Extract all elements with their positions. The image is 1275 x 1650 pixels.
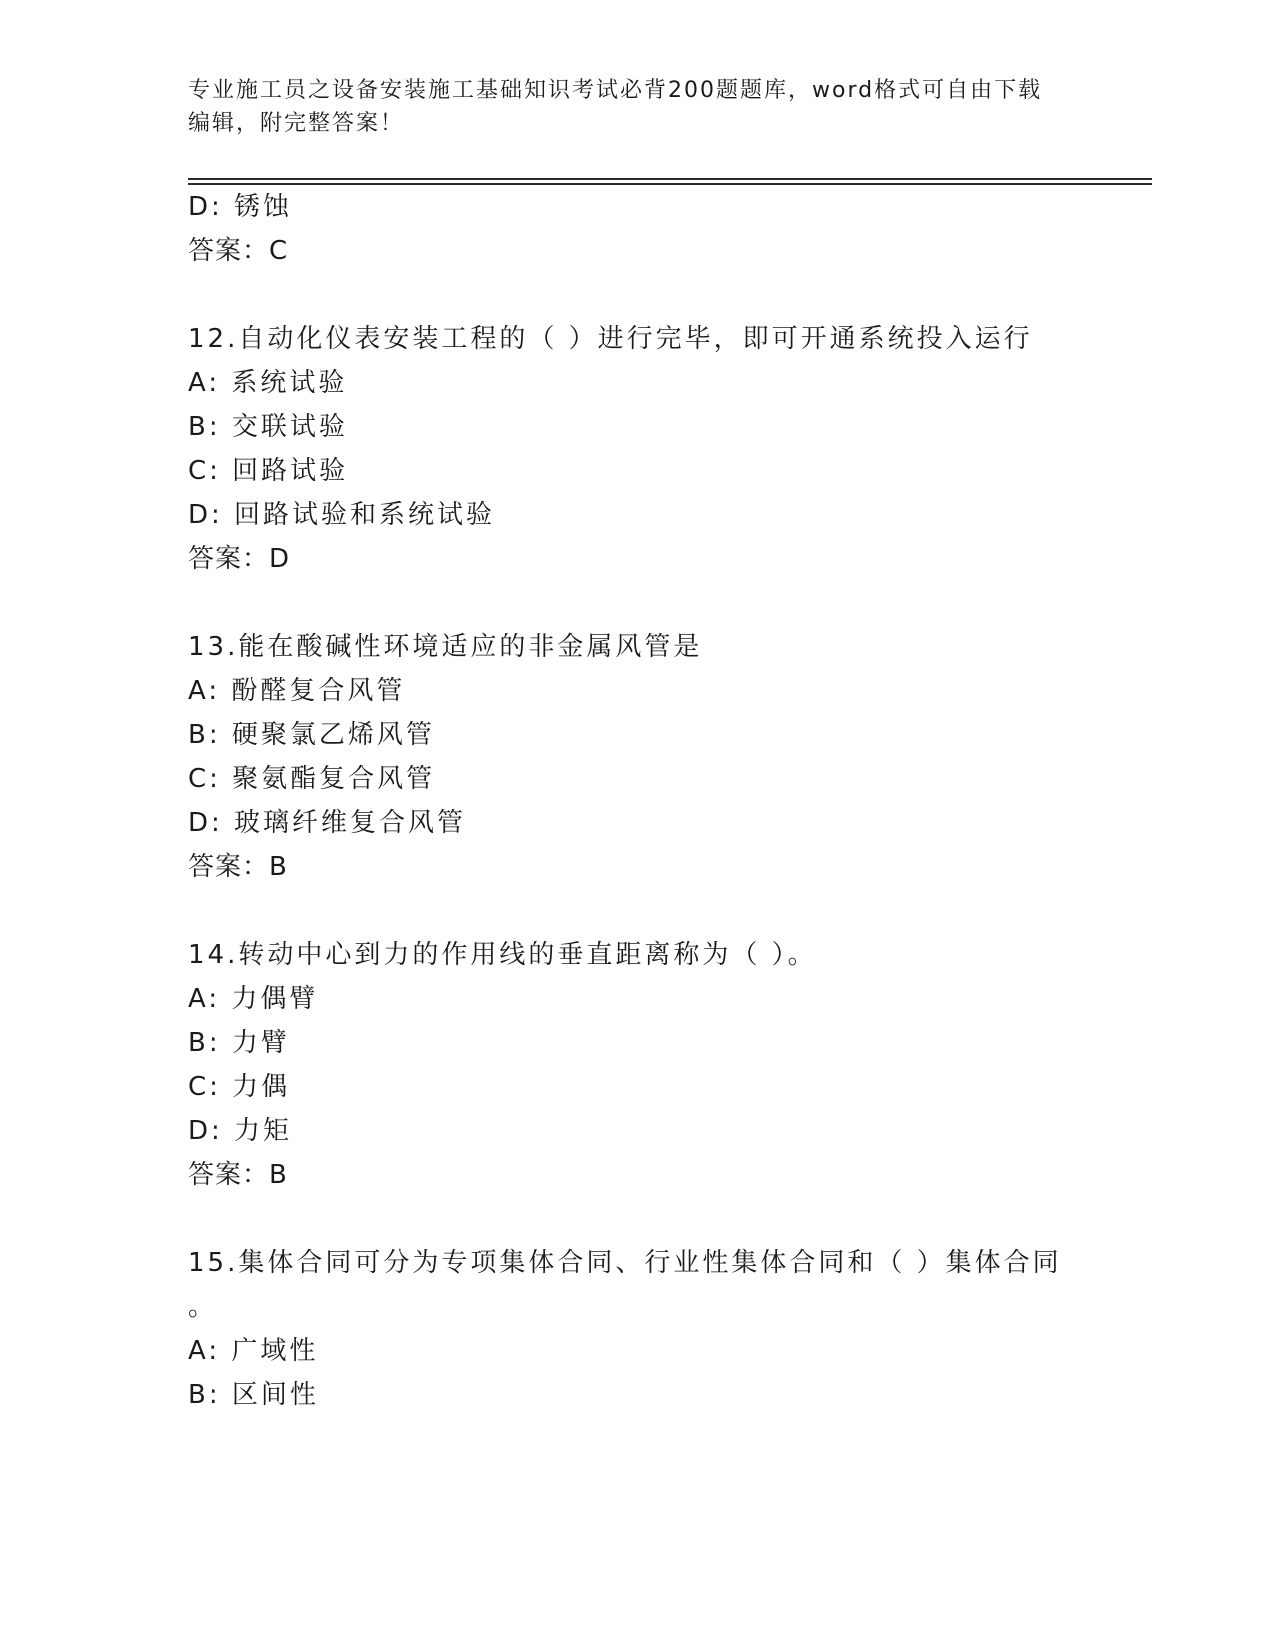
q11-answer: 答案：C [188,236,289,266]
q15-option-a: A: 广域性 [188,1336,319,1366]
q12-option-d: D: 回路试验和系统试验 [188,500,496,530]
header-divider-bottom [188,183,1152,185]
q14-option-d: D: 力矩 [188,1116,293,1146]
header-divider-top [188,178,1152,180]
q14-option-a: A: 力偶臂 [188,984,319,1014]
q15-stem: 15.集体合同可分为专项集体合同、行业性集体合同和（ ）集体合同 [188,1248,1062,1278]
q11-option-d: D: 锈蚀 [188,192,293,222]
header-title-line-1: 专业施工员之设备安装施工基础知识考试必背200题题库，word格式可自由下载 [188,78,1043,103]
q12-option-b: B: 交联试验 [188,412,348,442]
q12-stem: 12.自动化仪表安装工程的（ ）进行完毕，即可开通系统投入运行 [188,324,1033,354]
q15-stem-continuation: 。 [188,1292,218,1322]
document-header [188,74,1088,140]
q14-option-b: B: 力臂 [188,1028,290,1058]
q13-option-b: B: 硬聚氯乙烯风管 [188,720,435,750]
header-title-line-2: 编辑，附完整答案！ [188,111,405,136]
q13-stem: 13.能在酸碱性环境适应的非金属风管是 [188,632,703,662]
q13-answer: 答案：B [188,852,288,882]
q12-option-c: C: 回路试验 [188,456,349,486]
q13-option-a: A: 酚醛复合风管 [188,676,406,706]
q14-answer: 答案：B [188,1160,288,1190]
q13-option-c: C: 聚氨酯复合风管 [188,764,436,794]
q12-answer: 答案：D [188,544,291,574]
q12-option-a: A: 系统试验 [188,368,348,398]
q15-option-b: B: 区间性 [188,1380,319,1410]
q13-option-d: D: 玻璃纤维复合风管 [188,808,467,838]
q14-stem: 14.转动中心到力的作用线的垂直距离称为（ ）。 [188,940,817,970]
q14-option-c: C: 力偶 [188,1072,291,1102]
